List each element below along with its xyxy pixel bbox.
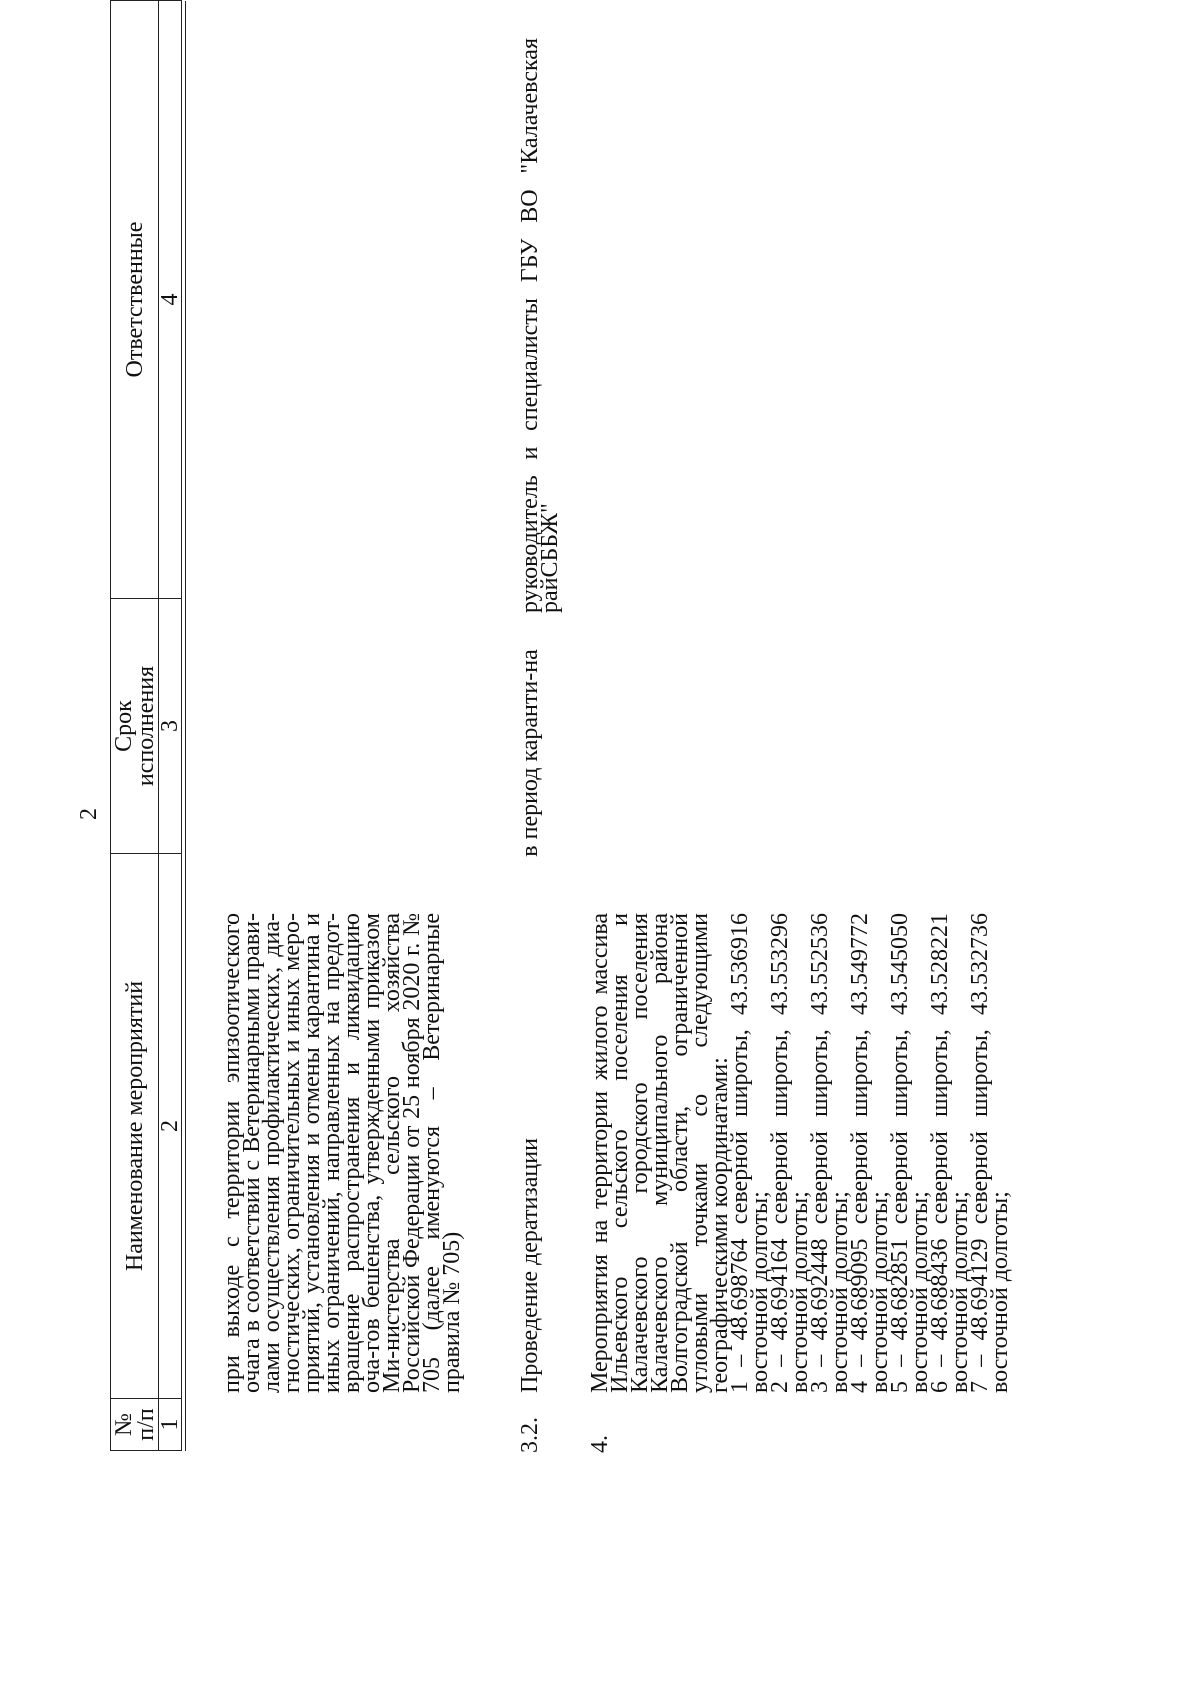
header-num: № п/п [111, 1399, 159, 1451]
coordinate-item: 2 – 48.694164 северной широты, 43.553296 восточной долготы; [767, 913, 813, 1393]
column-number-2: 2 [159, 854, 182, 1399]
row-term-text: в период каранти-на [517, 649, 543, 857]
header-term: Срок исполнения [111, 599, 159, 854]
row-number: 3.2. [517, 1417, 543, 1453]
coordinate-item: 5 – 48.682851 северной широты, 43.545050 восточной долготы; [887, 913, 933, 1393]
header-bottom-rule [185, 1, 186, 1451]
row-name-text: Проведение дератизации [517, 1138, 543, 1393]
table-header [110, 0, 182, 1451]
column-number-3: 3 [159, 599, 182, 854]
row-name-text: Мероприятия на территории жилого массива Ильевского сельского поселения и Калачевского городского поселения Калачевского муниципального района Волгоградской области, ограниченной угловыми точками со следующими географическими координатами: [587, 913, 733, 1393]
coordinate-item: 7 – 48.694129 северной широты, 43.532736 восточной долготы; [967, 913, 1013, 1393]
column-number-4: 4 [159, 1, 182, 599]
column-number-1: 1 [159, 1399, 182, 1451]
row-number: 4. [587, 1435, 613, 1453]
row-name-text: при выходе с территории эпизоотического очага в соответствии с Ветеринарными прави-лами осуществления профилактических, диа-гностических, ограничительных и иных меро-приятий, установления и отмены карантина и иных ограничений, направленных на предот-вращение распространения и ликвидацию оча-гов бешенства, утвержденными приказом Ми-нистерства сельского хозяйства Российской Федерации от 25 ноября 2020 г. № 705 (далее именуются – Ветеринарные правила № 705) [219, 913, 465, 1393]
header-name: Наименование мероприятий [111, 854, 159, 1399]
row-name-block [587, 913, 1013, 1393]
page-number: 2 [76, 808, 102, 820]
coordinate-item: 4 – 48.689095 северной широты, 43.549772 восточной долготы; [847, 913, 893, 1393]
header-resp: Ответственные [111, 1, 159, 599]
coordinate-item: 6 – 48.688436 северной широты, 43.528221 восточной долготы; [927, 913, 973, 1393]
coordinate-item: 1 – 48.698764 северной широты, 43.536916 восточной долготы; [727, 913, 773, 1393]
coordinate-item: 3 – 48.692448 северной широты, 43.552536 восточной долготы; [807, 913, 853, 1393]
row-responsible-text: руководитель и специалисты ГБУ ВО "Калачевская райСББЖ" [517, 38, 563, 613]
